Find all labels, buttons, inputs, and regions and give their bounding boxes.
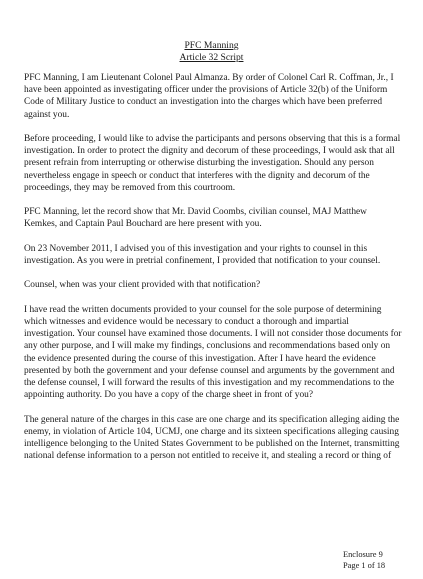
paragraph-charges: The general nature of the charges in this case are one charge and its specification alleging aiding the enemy, in violation of Article 104, UCMJ, one charge and its sixteen specifications alleging causing intelligence belonging to the United States Government to be published on the Internet, transmitting national defense information to a person not entitled to receive it, and stealing a record or thing of bbox=[24, 414, 400, 462]
title-name: PFC Manning bbox=[184, 40, 239, 51]
paragraph-documents: I have read the written documents provided to your counsel for the sole purpose of determining which witnesses and evidence would be necessary to conduct a thorough and impartial investigation. Your counsel have examined those documents. I will not consider those documents for any other purpose, and I will make my findings, conclusions and recommendations based only on the evidence presented during the course of this investigation. After I have heard the evidence presented by both the government and your defense counsel and arguments by the government and the defense counsel, I will forward the results of this investigation and my recommendations to the appointing authority. Do you have a copy of the charge sheet in front of you? bbox=[24, 304, 402, 401]
paragraph-notification: On 23 November 2011, I advised you of this investigation and your rights to counsel in this investigation. As you were in pretrial confinement, I provided that notification to your counsel. bbox=[24, 243, 381, 266]
page-footer bbox=[343, 549, 403, 571]
paragraph-counsel-present: PFC Manning, let the record show that Mr. David Coombs, civilian counsel, MAJ Matthew Kemkes, and Captain Paul Bouchard are here present with you. bbox=[24, 207, 367, 230]
title-subtitle: Article 32 Script bbox=[179, 52, 244, 63]
page-number: Page 1 of 18 bbox=[343, 561, 386, 570]
paragraph-decorum: Before proceeding, I would like to advise the participants and persons observing that this is a formal investigation. In order to protect the dignity and decorum of these proceedings, I would ask that all present refrain from interrupting or otherwise disturbing the investigation. Should any person nevertheless engage in speech or conduct that interferes with the dignity and decorum of the proceedings, they may be removed from this courtroom. bbox=[24, 134, 401, 193]
paragraph-counsel-question: Counsel, when was your client provided with that notification? bbox=[24, 280, 261, 291]
enclosure-label: Enclosure 9 bbox=[343, 550, 383, 559]
document-body bbox=[24, 72, 402, 475]
paragraph-introduction: PFC Manning, I am Lieutenant Colonel Paul Almanza. By order of Colonel Carl R. Coffman, Jr., I have been appointed as investigating officer under the provisions of Article 32(b) of the Uniform Code of Military Justice to conduct an investigation into the charges which have been preferred against you. bbox=[24, 73, 394, 120]
document-title bbox=[0, 40, 423, 64]
